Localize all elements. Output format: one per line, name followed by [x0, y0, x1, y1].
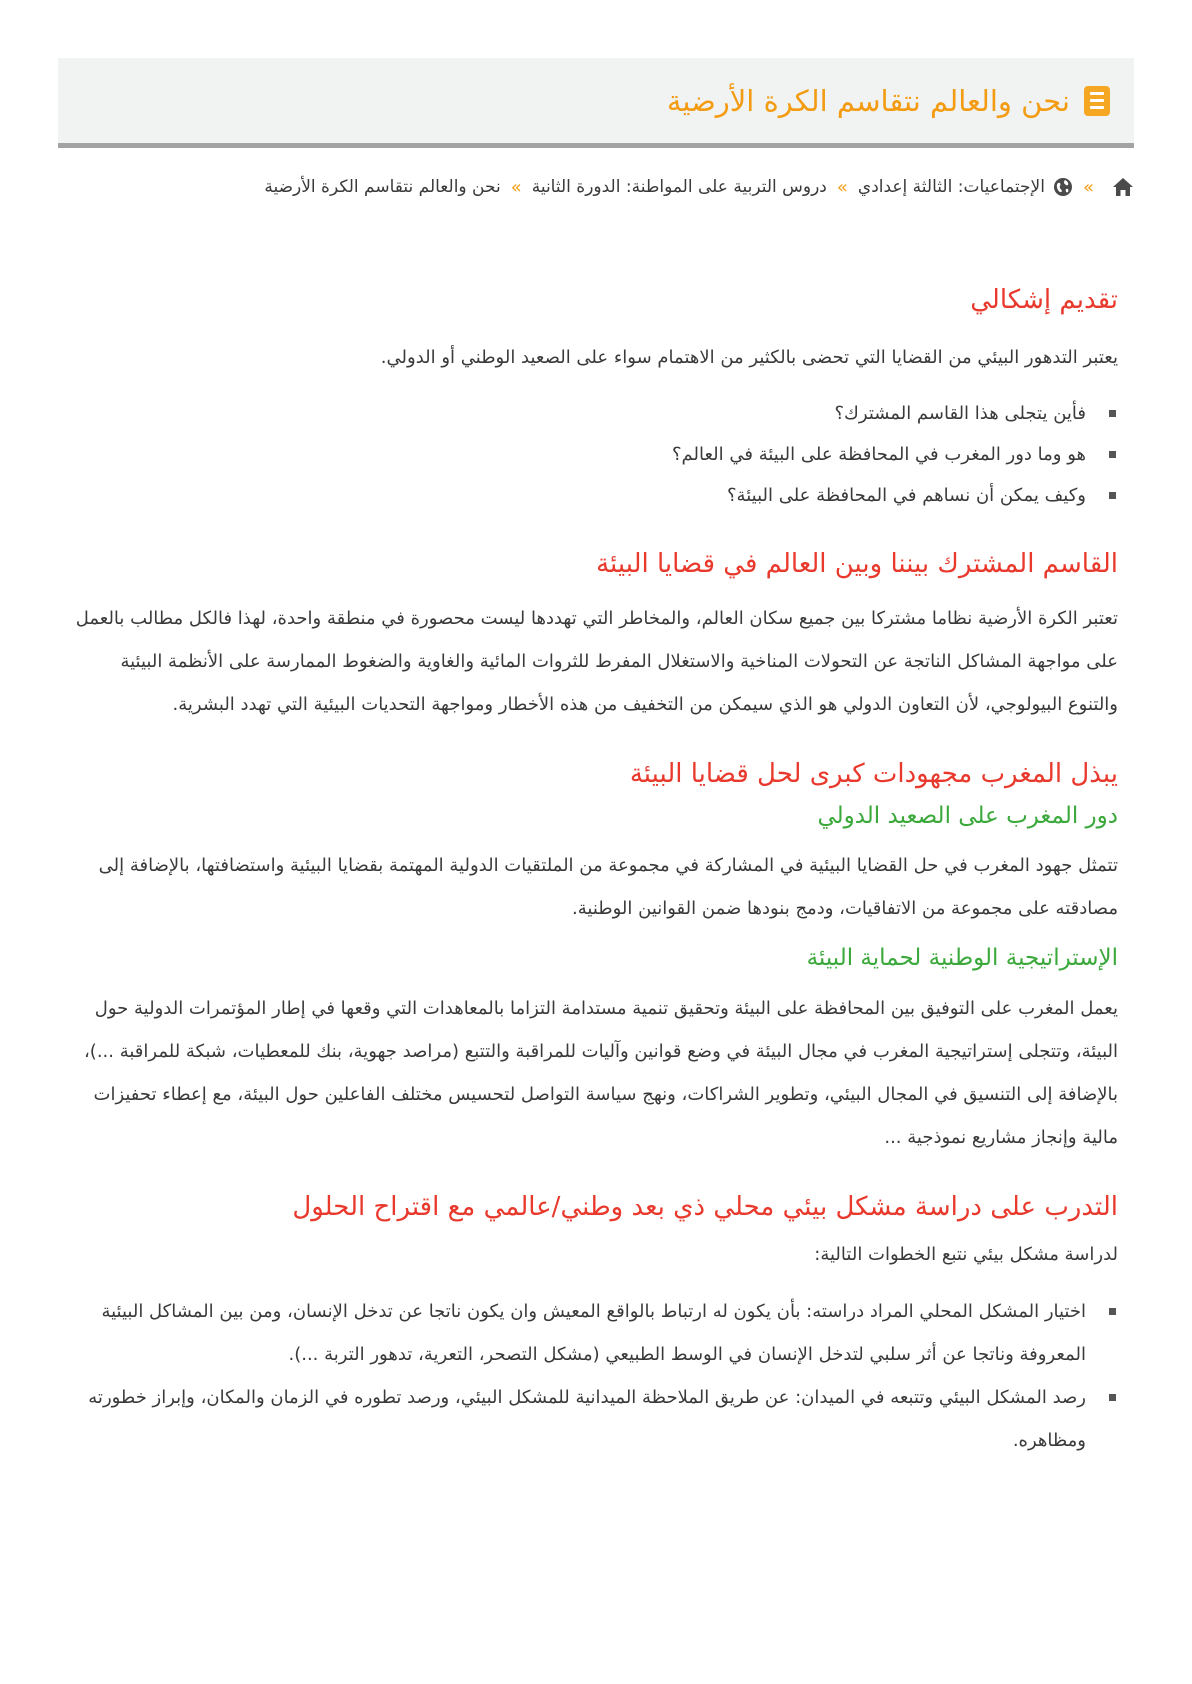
- list-item-text: فأين يتجلى هذا القاسم المشترك؟: [834, 403, 1086, 425]
- training-intro: لدراسة مشكل بيئي نتبع الخطوات التالية:: [814, 1243, 1118, 1265]
- section-heading-morocco: يبذل المغرب مجهودات كبرى لحل قضايا البيئة: [629, 758, 1118, 789]
- section-heading-intro: تقديم إشكالي: [970, 285, 1118, 315]
- list-item-text: هو وما دور المغرب في المحافظة على البيئة في العالم؟: [672, 444, 1086, 466]
- breadcrumb-separator: »: [1082, 176, 1094, 198]
- page-title-bar: [58, 58, 1134, 148]
- list-item: [74, 434, 1118, 475]
- list-item: [74, 393, 1118, 434]
- lesson-content: [74, 282, 1118, 1462]
- training-steps-list: [74, 1290, 1118, 1462]
- document-list-icon: [1084, 86, 1110, 116]
- subsection-heading-strategy: الإستراتيجية الوطنية لحماية البيئة: [806, 945, 1118, 972]
- breadcrumb-item-citizenship[interactable]: دروس التربية على المواطنة: الدورة الثانية: [531, 177, 827, 197]
- intro-paragraph: يعتبر التدهور البيئي من القضايا التي تحضى بالكثير من الاهتمام سواء على الصعيد الوطني أو الدولي.: [380, 347, 1118, 369]
- list-item-text: وكيف يمكن أن نساهم في المحافظة على البيئة؟: [727, 485, 1086, 507]
- list-item-text: اختيار المشكل المحلي المراد دراسته: بأن يكون له ارتباط بالواقع المعيش وان يكون ناتجا عن تدخل الإنسان، ومن بين المشاكل البيئية المعروفة وناتجا عن أثر سلبي لتدخل الإنسان في الوسط الطبيعي (مشكل التصحر، التعرية، تدهور التربة ...).: [101, 1300, 1086, 1365]
- breadcrumb-item-current: نحن والعالم نتقاسم الكرة الأرضية: [264, 177, 501, 197]
- section-heading-training: التدرب على دراسة مشكل بيئي محلي ذي بعد وطني/عالمي مع اقتراح الحلول: [292, 1191, 1118, 1222]
- breadcrumb-item-social-studies[interactable]: الإجتماعيات: الثالثة إعدادي: [857, 177, 1045, 197]
- intro-questions-list: [74, 393, 1118, 516]
- page-title: نحن والعالم نتقاسم الكرة الأرضية: [666, 83, 1070, 118]
- common-paragraph: تعتبر الكرة الأرضية نظاما مشتركا بين جميع سكان العالم، والمخاطر التي تهددها ليست محصورة في منطقة واحدة، لهذا فالكل مطالب بالعمل على مواجهة المشاكل الناتجة عن التحولات المناخية والاستغلال المفرط للثروات المائية والغاوية والضغوط الممارسة على الأنظمة البيئية والتنوع البيولوجي، لأن التعاون الدولي هو الذي سيمكن من التخفيف من هذه الأخطار ومواجهة التحديات البيئية التي تهدد البشرية.: [75, 607, 1118, 715]
- breadcrumb-separator: »: [836, 176, 848, 198]
- strategy-paragraph: يعمل المغرب على التوفيق بين المحافظة على البيئة وتحقيق تنمية مستدامة التزاما بالمعاهدات التي وقعها في إطار المؤتمرات الدولية حول البيئة، وتتجلى إستراتيجية المغرب في مجال البيئة في وضع قوانين وآليات للمراقبة والتتبع (مراصد جهوية، بنك للمعطيات، شبكة للمراقبة ...)، بالإضافة إلى التنسيق في المجال البيئي، وتطوير الشراكات، ونهج سياسة التواصل لتحسيس مختلف الفاعلين حول البيئة، مع إعطاء تحفيزات مالية وإنجاز مشاريع نموذجية ...: [83, 997, 1118, 1148]
- list-item-text: رصد المشكل البيئي وتتبعه في الميدان: عن طريق الملاحظة الميدانية للمشكل البيئي، ورصد تطوره في الزمان والمكان، وإبراز خطورته ومظاهره.: [88, 1386, 1086, 1451]
- breadcrumb-separator: »: [510, 176, 522, 198]
- list-item: [74, 475, 1118, 516]
- square-bullet-icon: [1109, 451, 1116, 458]
- square-bullet-icon: [1109, 492, 1116, 499]
- home-icon[interactable]: [1112, 177, 1134, 197]
- breadcrumb: [264, 172, 1134, 202]
- globe-icon: [1053, 177, 1073, 197]
- list-item: [74, 1290, 1118, 1376]
- square-bullet-icon: [1109, 410, 1116, 417]
- square-bullet-icon: [1109, 1308, 1116, 1315]
- subsection-heading-international: دور المغرب على الصعيد الدولي: [817, 803, 1118, 830]
- section-heading-common: القاسم المشترك بيننا وبين العالم في قضايا البيئة: [596, 549, 1118, 580]
- international-paragraph: تتمثل جهود المغرب في حل القضايا البيئية في المشاركة في مجموعة من الملتقيات الدولية المهتمة بقضايا البيئية واستضافتها، بالإضافة إلى مصادقته على مجموعة من الاتفاقيات، ودمج بنودها ضمن القوانين الوطنية.: [98, 855, 1118, 920]
- square-bullet-icon: [1109, 1394, 1116, 1401]
- list-item: [74, 1376, 1118, 1462]
